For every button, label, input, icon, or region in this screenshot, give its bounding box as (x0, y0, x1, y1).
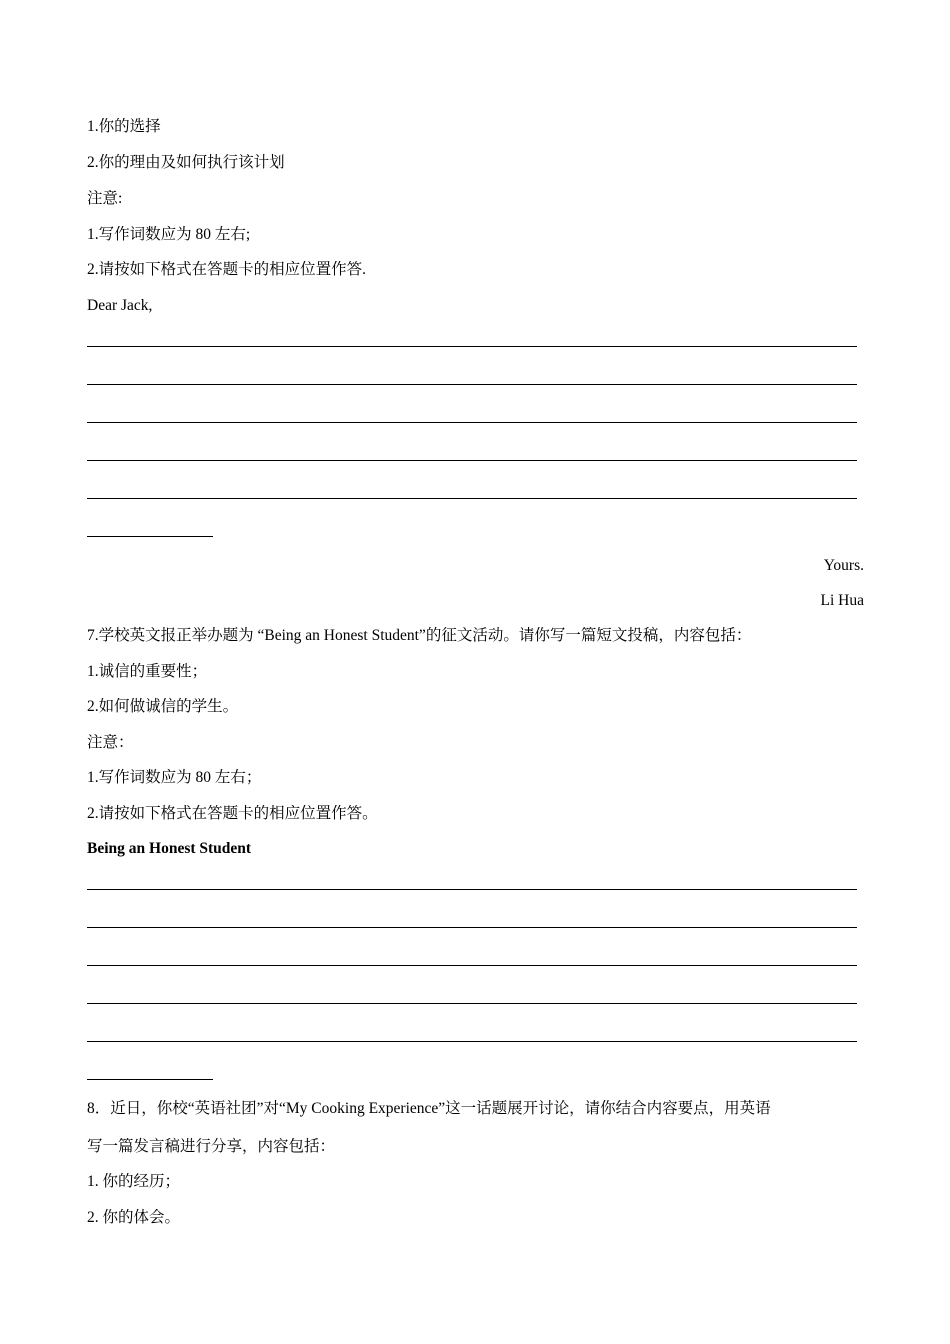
task8-prompt-line-2: 写一篇发言稿进行分享，内容包括： (87, 1138, 336, 1155)
task8-point-2: 2. 你的体会。 (87, 1209, 181, 1226)
answer-line-short (87, 1079, 213, 1080)
answer-line (87, 422, 857, 423)
task6-signature: Li Hua (820, 592, 864, 609)
answer-line (87, 346, 857, 347)
answer-line (87, 498, 857, 499)
task7-point-1: 1.诚信的重要性； (87, 663, 208, 680)
answer-line (87, 965, 857, 966)
task7-note-1: 1.写作词数应为 80 左右； (87, 769, 262, 786)
task6-note-2: 2.请按如下格式在答题卡的相应位置作答. (87, 261, 367, 278)
task7-note-heading: 注意： (87, 734, 134, 751)
task6-salutation: Dear Jack, (87, 297, 153, 314)
task8-prompt-line-1: 8．近日，你校“英语社团”对“My Cooking Experience”这一话题展开讨论，请你结合内容要点，用英语 (87, 1100, 771, 1117)
task7-note-2: 2.请按如下格式在答题卡的相应位置作答。 (87, 805, 378, 822)
task7-point-2: 2.如何做诚信的学生。 (87, 698, 239, 715)
task6-note-1: 1.写作词数应为 80 左右; (87, 226, 251, 243)
answer-line (87, 1041, 857, 1042)
answer-line (87, 384, 857, 385)
task6-closing: Yours. (823, 557, 864, 574)
answer-line-short (87, 536, 213, 537)
task6-point-2: 2.你的理由及如何执行该计划 (87, 154, 285, 171)
answer-line (87, 1003, 857, 1004)
answer-line (87, 927, 857, 928)
task6-point-1: 1.你的选择 (87, 118, 161, 135)
task6-note-heading: 注意: (87, 190, 123, 207)
task7-essay-title: Being an Honest Student (87, 840, 252, 857)
task8-point-1: 1. 你的经历； (87, 1173, 181, 1190)
task7-prompt: 7.学校英文报正举办题为 “Being an Honest Student”的征文活动。请你写一篇短文投稿，内容包括： (87, 627, 752, 644)
answer-line (87, 460, 857, 461)
answer-line (87, 889, 857, 890)
